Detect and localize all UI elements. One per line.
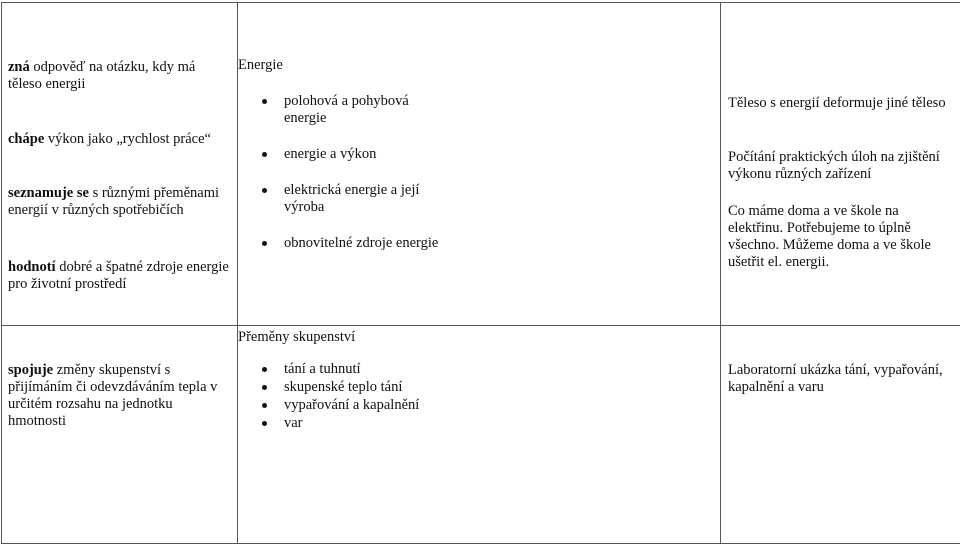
list-item: tání a tuhnutí bbox=[238, 361, 454, 378]
outcome-verb: hodnotí bbox=[8, 259, 56, 275]
outcome-text: odpověď na otázku, kdy má těleso energii bbox=[8, 59, 196, 92]
outcome-text: s různými přeměnami energií v různých spotřebičích bbox=[8, 185, 220, 218]
outcome-text: změny skupenství s přijímáním či odevzdáváním tepla v určitém rozsahu na jednotku hmotnosti bbox=[8, 362, 218, 429]
outcome-text: dobré a špatné zdroje energie pro životní prostředí bbox=[8, 259, 229, 292]
table-row bbox=[2, 326, 960, 544]
outcome-verb: spojuje bbox=[8, 362, 54, 378]
list-item: obnovitelné zdroje energie bbox=[238, 235, 454, 252]
curriculum-table bbox=[1, 2, 960, 544]
outcome-item bbox=[8, 131, 230, 148]
outcome-text: výkon jako „rychlost práce“ bbox=[44, 131, 211, 147]
activity-item: Laboratorní ukázka tání, vypařování, kapalnění a varu bbox=[728, 362, 943, 395]
topic-heading: Přeměny skupenství bbox=[238, 329, 356, 345]
list-item: skupenské teplo tání bbox=[238, 379, 454, 396]
list-item: elektrická energie a její výroba bbox=[238, 182, 454, 216]
outcome-verb: chápe bbox=[8, 131, 45, 147]
list-item: vypařování a kapalnění bbox=[238, 397, 454, 414]
outcomes-cell-energy bbox=[2, 3, 238, 326]
activity-item: Počítání praktických úloh na zjištění výkonu různých zařízení bbox=[728, 149, 940, 182]
list-item: polohová a pohybová energie bbox=[238, 93, 454, 127]
activities-cell-energy bbox=[721, 3, 960, 326]
activities-cell-phase-changes bbox=[721, 326, 960, 544]
outcome-item bbox=[8, 259, 230, 293]
table-row bbox=[2, 3, 960, 326]
outcome-item bbox=[8, 185, 230, 219]
outcome-verb: seznamuje se bbox=[8, 185, 89, 201]
outcome-item bbox=[8, 362, 230, 430]
topic-list bbox=[238, 93, 720, 252]
list-item: energie a výkon bbox=[238, 146, 454, 163]
list-item: var bbox=[238, 415, 454, 432]
topic-cell-phase-changes bbox=[238, 326, 721, 544]
activity-item: Těleso s energií deformuje jiné těleso bbox=[728, 95, 946, 111]
topic-list bbox=[238, 361, 720, 432]
topic-heading: Energie bbox=[238, 57, 283, 73]
outcome-item bbox=[8, 59, 230, 93]
activity-item: Co máme doma a ve škole na elektřinu. Potřebujeme to úplně všechno. Můžeme doma a ve škole ušetřit el. energii. bbox=[728, 203, 931, 270]
outcome-verb: zná bbox=[8, 59, 30, 75]
topic-cell-energy bbox=[238, 3, 721, 326]
outcomes-cell-phase-changes bbox=[2, 326, 238, 544]
